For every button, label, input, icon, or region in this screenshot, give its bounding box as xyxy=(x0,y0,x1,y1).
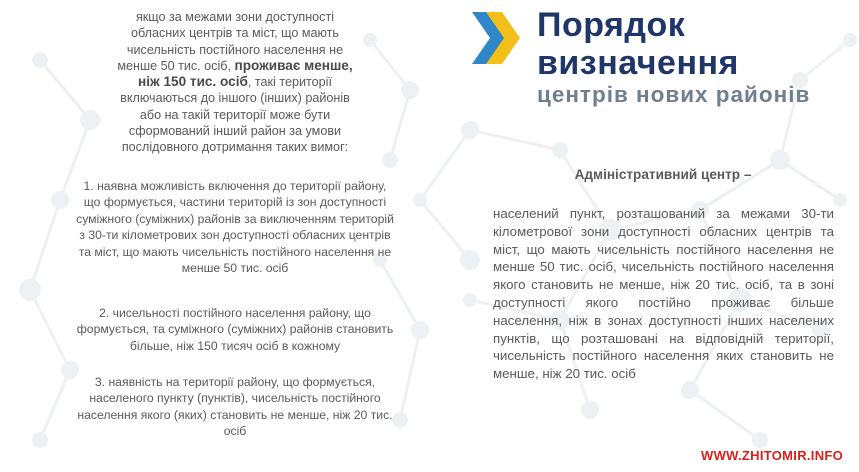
slide-subtitle: центрів нових районів xyxy=(537,82,811,107)
site-watermark: WWW.ZHITOMIR.INFO xyxy=(701,448,844,463)
requirement-1: 1. наявна можливість включення до території району, що формується, частини територій із зон доступності суміжного (суміжних) районів за виключенням територій з 30-ти кілометрових зон доступності обласних центрів та міст, що мають чисельність постійного населення не менше 50 тис. осіб xyxy=(76,179,394,276)
definition-heading: Адміністративний центр – xyxy=(574,167,752,182)
title-line-2: визначення xyxy=(537,44,739,82)
slide-title xyxy=(537,6,739,82)
intro-text-pre: якщо за межами зони доступності обласних центрів та міст, що мають чисельність постійного населення не менше 50 тис. осіб, xyxy=(117,10,344,73)
chevron-logo-icon xyxy=(470,10,522,66)
requirement-2: 2. чисельності постійного населення району, що формується, та суміжного (суміжних) районів становить більше, ніж 150 тисяч осіб в кожному xyxy=(76,306,394,353)
title-line-1: Порядок xyxy=(537,6,686,44)
intro-text-post: , такі території включаються до іншого (інших) районів або на такій території може бути сформований інший район за умови послідовного дотримання таких вимог: xyxy=(120,75,350,155)
intro-text-emphasis: проживає менше, ніж 150 тис. осіб xyxy=(138,57,353,90)
definition-body: населений пункт, розташований за межами 30-ти кілометрової зони доступності обласних центрів та міст, що мають чисельність постійного населення не менше 50 тис. осіб, чисельність постійного населення якого становить не менше, ніж 20 тис. осіб, та в зоні доступності якого постійно проживає більше населення, ніж в зонах доступності інших населених пунктів, що розташовані на відповідній території, чисельність постійного населення яких становить не менше, ніж 20 тис. осіб xyxy=(493,206,834,382)
intro-paragraph xyxy=(110,9,360,156)
requirement-3: 3. наявність на території району, що формується, населеного пункту (пунктів), чисельність постійного населення якого (яких) становить не менше, ніж 20 тис. осіб xyxy=(77,375,393,439)
